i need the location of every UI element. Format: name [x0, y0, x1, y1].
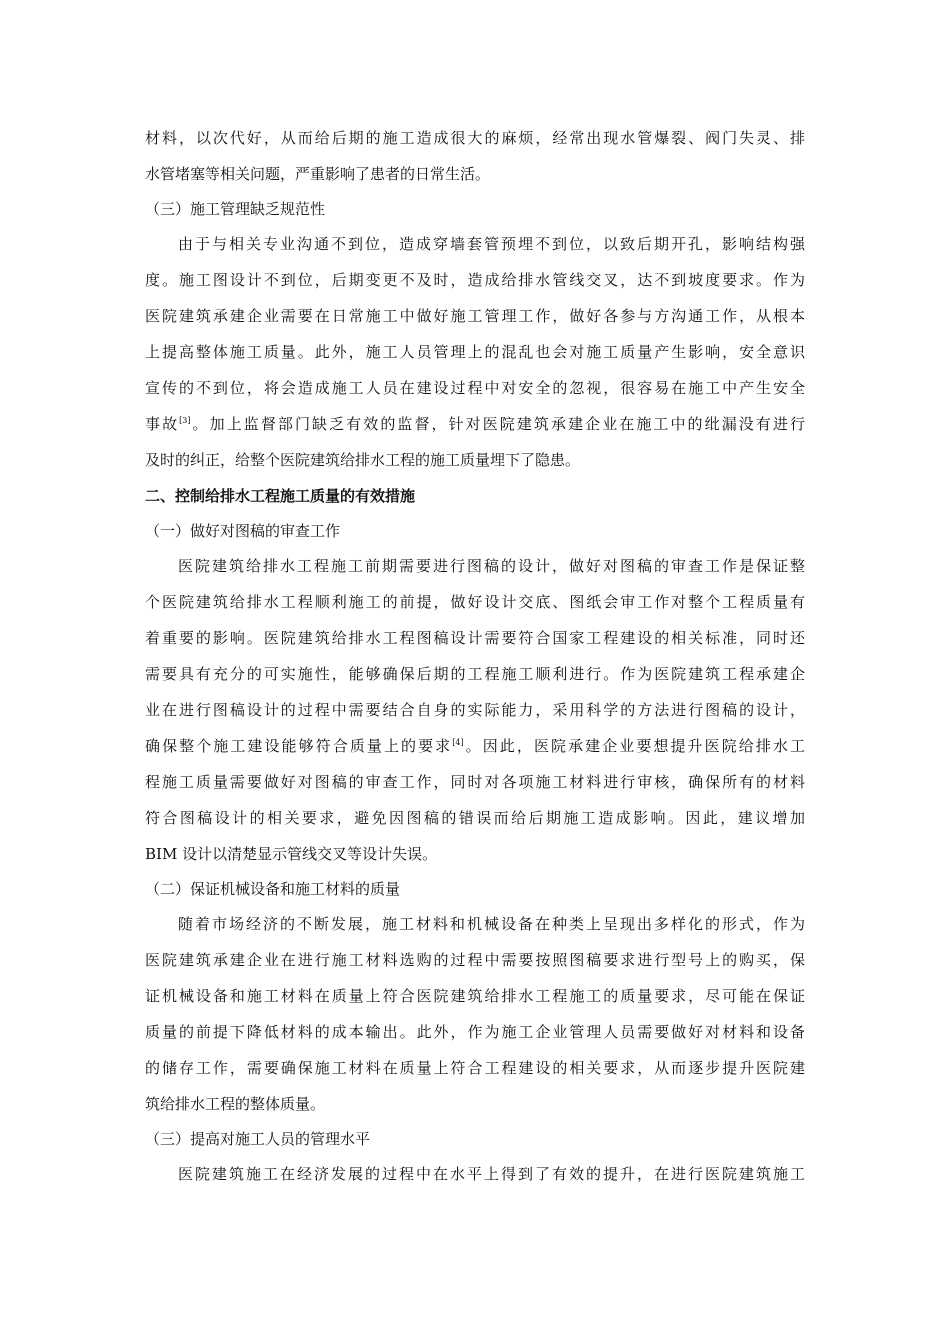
paragraph-line	[145, 728, 805, 764]
paragraph-line: 医院建筑施工在经济发展的过程中在水平上得到了有效的提升，在进行医院建筑施工	[178, 1165, 805, 1183]
paragraph-line	[145, 406, 805, 442]
paragraph-line: 度。施工图设计不到位，后期变更不及时，造成给排水管线交叉，达不到坡度要求。作为	[145, 271, 805, 289]
citation-ref: [3]	[179, 416, 191, 425]
text-run: 。加上监督部门缺乏有效的监督，针对医院建筑承建企业在施工中的纰漏没有进行	[190, 415, 805, 433]
paragraph-line: 需要具有充分的可实施性，能够确保后期的工程施工顺利进行。作为医院建筑工程承建企	[145, 665, 805, 683]
paragraph-line: 着重要的影响。医院建筑给排水工程图稿设计需要符合国家工程建设的相关标准，同时还	[145, 629, 805, 647]
paragraph-line: 医院建筑给排水工程施工前期需要进行图稿的设计，做好对图稿的审查工作是保证整	[178, 557, 805, 575]
text-run: 确保整个施工建设能够符合质量上的要求	[145, 737, 453, 755]
paragraph-line: 上提高整体施工质量。此外，施工人员管理上的混乱也会对施工质量产生影响，安全意识	[145, 343, 805, 361]
subsection-heading: （三）提高对施工人员的管理水平	[145, 1130, 371, 1148]
paragraph-line: 的储存工作，需要确保施工材料在质量上符合工程建设的相关要求，从而逐步提升医院建	[145, 1059, 805, 1077]
text-run: 。因此，医院承建企业要想提升医院给排水工	[463, 737, 805, 755]
paragraph-line: 质量的前提下降低材料的成本输出。此外，作为施工企业管理人员需要做好对材料和设备	[145, 1023, 805, 1041]
paragraph-line: 宣传的不到位，将会造成施工人员在建设过程中对安全的忽视，很容易在施工中产生安全	[145, 379, 805, 397]
subsection-heading: （二）保证机械设备和施工材料的质量	[145, 880, 401, 898]
paragraph-line: 程施工质量需要做好对图稿的审查工作，同时对各项施工材料进行审核，确保所有的材料	[145, 773, 805, 791]
paragraph-line: 由于与相关专业沟通不到位，造成穿墙套管预埋不到位，以致后期开孔，影响结构强	[178, 235, 805, 253]
section-heading: 二、控制给排水工程施工质量的有效措施	[145, 487, 416, 505]
document-body	[145, 120, 805, 1192]
paragraph-line: 筑给排水工程的整体质量。	[145, 1095, 326, 1113]
paragraph-line: 水管堵塞等相关问题，严重影响了患者的日常生活。	[145, 165, 491, 183]
subsection-heading: （一）做好对图稿的审查工作	[145, 522, 341, 540]
paragraph-line: 医院建筑承建企业在进行施工材料选购的过程中需要按照图稿要求进行型号上的购买，保	[145, 951, 805, 969]
text-run: 事故	[145, 415, 180, 433]
paragraph-line: 随着市场经济的不断发展，施工材料和机械设备在种类上呈现出多样化的形式，作为	[178, 915, 805, 933]
paragraph-line: BIM 设计以清楚显示管线交叉等设计失误。	[145, 845, 438, 863]
paragraph-line: 符合图稿设计的相关要求，避免因图稿的错误而给后期施工造成影响。因此，建议增加	[145, 809, 805, 827]
citation-ref: [4]	[452, 738, 464, 747]
subsection-heading: （三）施工管理缺乏规范性	[145, 200, 326, 218]
paragraph-line: 及时的纠正，给整个医院建筑给排水工程的施工质量埋下了隐患。	[145, 451, 581, 469]
paragraph-line: 医院建筑承建企业需要在日常施工中做好施工管理工作，做好各参与方沟通工作，从根本	[145, 307, 805, 325]
paragraph-line: 证机械设备和施工材料在质量上符合医院建筑给排水工程施工的质量要求，尽可能在保证	[145, 987, 805, 1005]
paragraph-line: 业在进行图稿设计的过程中需要结合自身的实际能力，采用科学的方法进行图稿的设计，	[145, 701, 805, 719]
paragraph-line: 材料，以次代好，从而给后期的施工造成很大的麻烦，经常出现水管爆裂、阀门失灵、排	[145, 129, 805, 147]
paragraph-line: 个医院建筑给排水工程顺利施工的前提，做好设计交底、图纸会审工作对整个工程质量有	[145, 593, 805, 611]
